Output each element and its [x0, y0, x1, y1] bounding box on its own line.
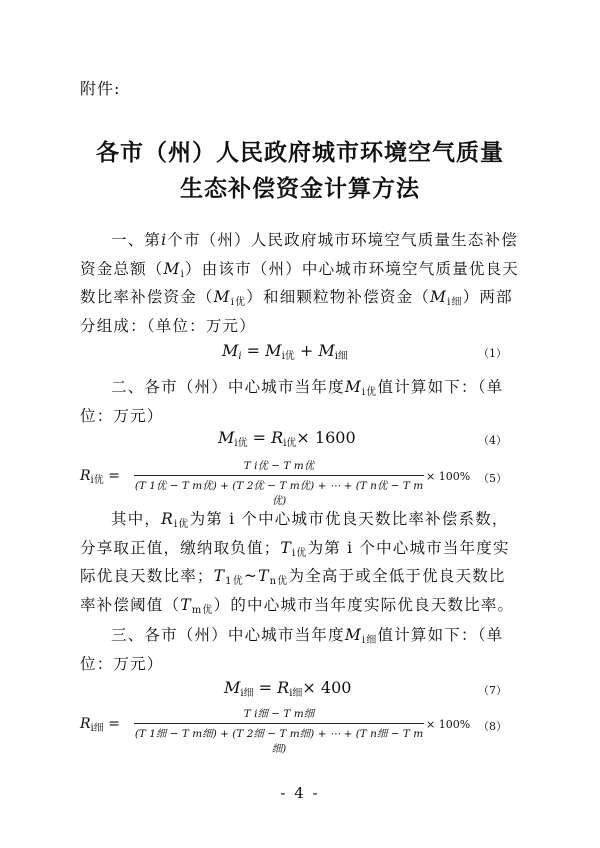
equation-5-tail: × 100%	[426, 718, 471, 731]
equation-4: $M_{i细} = R_{i细}\times 400$	[224, 678, 352, 699]
equation-5	[80, 706, 520, 755]
equation-3-tail: × 100%	[426, 470, 471, 483]
equation-2-number: （4）	[478, 434, 507, 447]
equation-3-fraction: T i优 − T m优 (T 1优 − T m优) + (T 2优 − T m优) + ⋯ + (T n优 − T m优)	[134, 460, 424, 507]
paragraph-4: 三、各市（州）中心城市当年度$M_{i细}$值计算如下：（单位：万元）	[80, 626, 504, 673]
equation-5-number: （8）	[478, 720, 507, 733]
equation-3-lhs: $R_{i优}$ =	[80, 468, 120, 486]
equation-1-number: （1）	[478, 347, 507, 360]
equation-4-number: （7）	[478, 684, 507, 697]
equation-3-number: （5）	[478, 472, 507, 485]
page-title-line-1: 各市（州）人民政府城市环境空气质量	[96, 140, 504, 166]
equation-5-lhs: $R_{i细}$ =	[80, 716, 120, 734]
equation-5-fraction: T i细 − T m细 (T 1细 − T m细) + (T 2细 − T m细) + ⋯ + (T n细 − T m细)	[134, 708, 424, 755]
paragraph-1: 一、第i个市（州）人民政府城市环境空气质量生态补偿资金总额$(M_i)$由该市（州）中心城市环境空气质量优良天数比率补偿资金$(M_{i优})$和细颗粒物补偿资金$(M_{i细})$两部分组成：（单位：万元）	[80, 231, 520, 335]
page-number: - 4 -	[280, 784, 320, 802]
paragraph-3: 其中，$R_{i优}$为第 i 个中心城市优良天数比率补偿系数，分享取正值，缴纳取负值；$T_{i优}$为第 i 个中心城市当年度实际优良天数比率；$T_{1优}\sim T_{n优}$为全高于或全低于优良天数比率补偿阈值$(T_{m优})$的中心城市当年度实际优良天数比率。	[80, 510, 515, 616]
equation-3	[80, 458, 520, 507]
page-title-line-2: 生态补偿资金计算方法	[180, 176, 420, 202]
paragraph-2: 二、各市（州）中心城市当年度$M_{i优}$值计算如下：（单位：万元）	[80, 378, 504, 425]
equation-2: $M_{i优} = R_{i优}\times 1600$	[218, 428, 356, 449]
attachment-label: 附件:	[80, 79, 121, 98]
equation-1: $M_i = M_{i优} + M_{i细}$	[222, 341, 348, 362]
